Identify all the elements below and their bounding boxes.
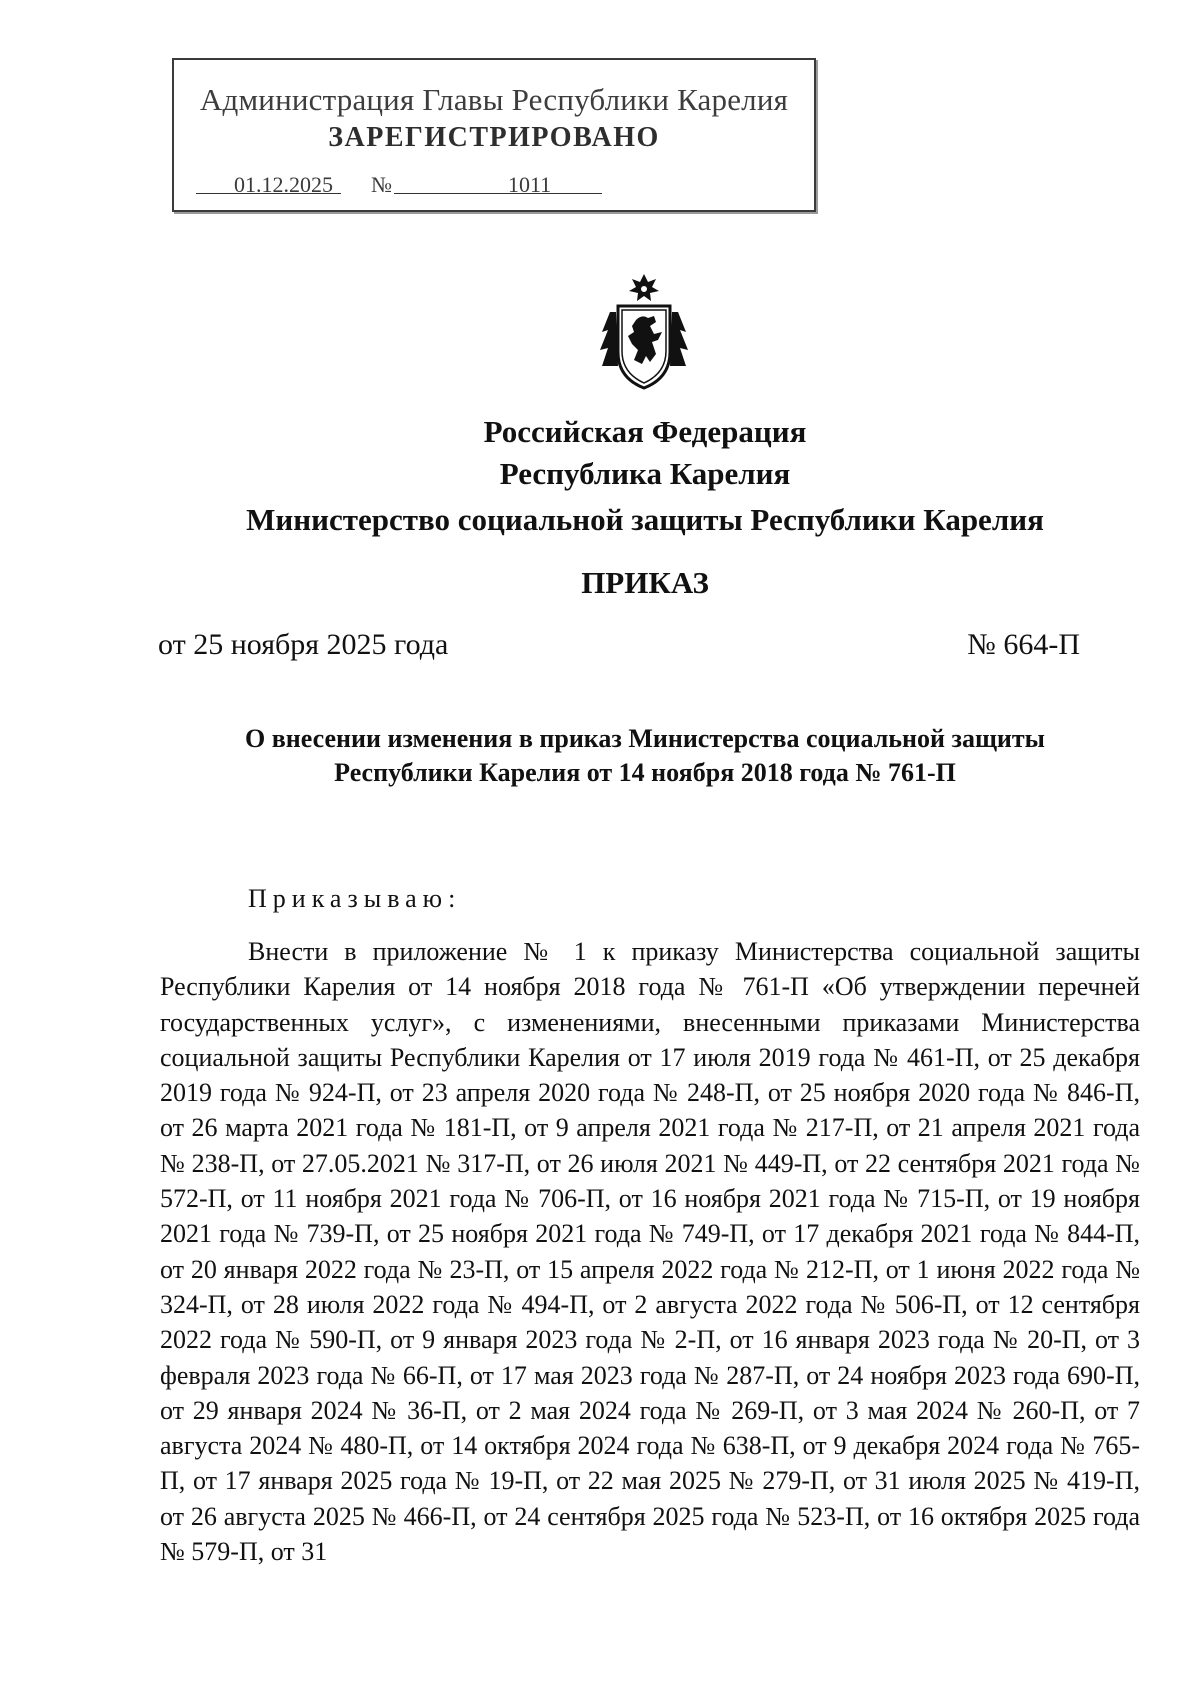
order-number: № 664-П (967, 628, 1080, 661)
stamp-date: 01.12.2025 (234, 172, 333, 197)
order-title (150, 722, 1140, 790)
order-body-paragraph: Внести в приложение № 1 к приказу Министерства социальной защиты Республики Карелия от 14 ноября 2018 года № 761-П «Об утверждении перечней государственных услуг», с изменениями, внесенными приказами Министерства социальной защиты Республики Карелия от 17 июля 2019 года № 461-П, от 25 декабря 2019 года № 924-П, от 23 апреля 2020 года № 248-П, от 25 ноября 2020 года № 846-П, от 26 марта 2021 года № 181-П, от 9 апреля 2021 года № 217-П, от 21 апреля 2021 года № 238-П, от 27.05.2021 № 317-П, от 26 июля 2021 № 449-П, от 22 сентября 2021 года № 572-П, от 11 ноября 2021 года № 706-П, от 16 ноября 2021 года № 715-П, от 19 ноября 2021 года № 739-П, от 25 ноября 2021 года № 749-П, от 17 декабря 2021 года № 844-П, от 20 января 2022 года № 23-П, от 15 апреля 2022 года № 212-П, от 1 июня 2022 года № 324-П, от 28 июля 2022 года № 494-П, от 2 августа 2022 года № 506-П, от 12 сентября 2022 года № 590-П, от 9 января 2023 года № 2-П, от 16 января 2023 года № 20-П, от 3 февраля 2023 года № 66-П, от 17 мая 2023 года № 287-П, от 24 ноября 2023 года 690-П, от 29 января 2024 № 36-П, от 2 мая 2024 года № 269-П, от 3 мая 2024 № 260-П, от 7 августа 2024 № 480-П, от 14 октября 2024 года № 638-П, от 9 декабря 2024 года № 765-П, от 17 января 2025 года № 19-П, от 22 мая 2025 № 279-П, от 31 июля 2025 № 419-П, от 26 августа 2025 № 466-П, от 24 сентября 2025 года № 523-П, от 16 октября 2025 года № 579-П, от 31 (160, 937, 1140, 1567)
stamp-registration-row (196, 168, 796, 202)
header-ministry: Министерство социальной защиты Республики Карелия (246, 502, 1044, 537)
header-country: Российская Федерация (483, 414, 807, 449)
stamp-organization: Администрация Главы Республики Карелия (199, 82, 789, 117)
karelia-coat-of-arms-icon (596, 272, 692, 392)
stamp-number: 1011 (508, 172, 552, 197)
order-date: от 25 ноября 2025 года (158, 628, 449, 661)
title-line-1: О внесении изменения в приказ Министерства социальной защиты (245, 724, 1045, 753)
registration-stamp (172, 58, 816, 212)
header-republic: Республика Карелия (499, 456, 791, 491)
title-line-2: Республики Карелия от 14 ноября 2018 года № 761-П (334, 758, 956, 787)
stamp-status: ЗАРЕГИСТРИРОВАНО (328, 122, 660, 153)
doc-type: ПРИКАЗ (581, 565, 709, 600)
order-directive: Приказываю: (248, 884, 462, 913)
stamp-number-line (394, 193, 602, 194)
star-icon (629, 274, 659, 301)
stamp-number-sign: № (371, 172, 392, 197)
